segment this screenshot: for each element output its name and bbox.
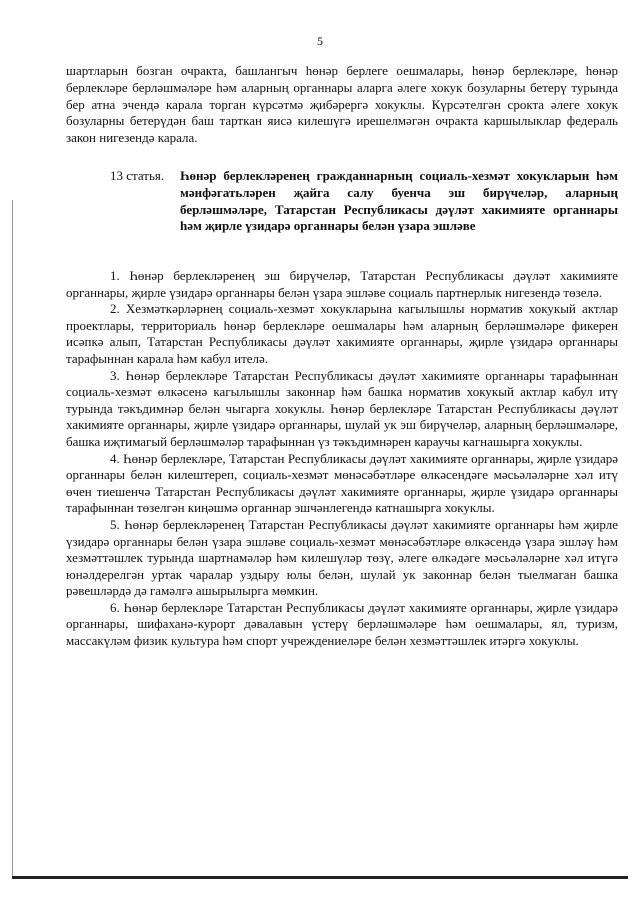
article-item: 4. Һөнәр берлекләре, Татарстан Республикасы дәүләт хакимияте органнары, җирле үзидарә органнары белән килештереп, социаль-хезмәт мөнәсәбәтләре өлкәсендәге мәсьәләләрне хәл итү өчен тиешенчә Татарстан Республикасы дәүләт хакимияте органнары, җирле үзидарә органнары тарафыннан төзелгән киңәшмә органнар эшчәнлегендә катнашырга хокуклы. [66, 450, 618, 516]
article-item: 6. Һөнәр берлекләре Татарстан Республикасы дәүләт хакимияте органнары, җирле үзидарә органнары, шифаханә-курорт дәвалавын үстерү берләшмәләре һәм оешмалары, ял, туризм, массакүләм физик культура һәм спорт учреждениеләре белән хезмәттәшлек итәргә хокуклы. [66, 599, 618, 649]
article-item: 2. Хезмәткәрләрнең социаль-хезмәт хокукларына кагылышлы норматив хокукый актлар проектлары, территориаль һөнәр берлекләре оешмалары һәм аларның берләшмәләре фикерен исәпкә алып, Татарстан Республикасы дәүләт хакимияте органнары, җирле үзидарә органнары тарафыннан карала һәм кабул ителә. [66, 301, 618, 366]
article-heading [110, 168, 618, 235]
scan-left-edge [12, 200, 13, 876]
scan-bottom-edge [12, 876, 628, 879]
article-item: 1. Һөнәр берлекләренең эш бирүчеләр, Татарстан Республикасы дәүләт хакимияте органнары, җирле үзидарә органнары белән үзара эшләве социаль партнерлык нигезендә төзелә. [66, 268, 618, 300]
article-label: 13 статья. [110, 168, 165, 183]
page-number: 5 [317, 34, 323, 48]
article-title: Һөнәр берлекләренең гражданнарның социаль-хезмәт хокукларын һәм мәнфәгатьләрен җайга салу буенча эш бирүчеләр, аларның берләшмәләре, Татарстан Республикасы дәүләт хакимияте органнары һәм җирле үзидарә органнары белән үзара эшләве [180, 168, 618, 234]
intro-paragraph: шартларын бозган очракта, башлангыч һөнәр берлеге оешмалары, һөнәр берлекләре, һөнәр берлекләре берләшмәләре һәм аларның органнары аларга әлеге хокук бозуларны бетерү турында бер атна эчендә карала торган күрсәтмә җибәрергә хокуклы. Күрсәтелгән срокта әлеге хокук бозуларны бетерүдән баш тарткан яисә килешүгә ирешелмәгән очракта каршылыклар федераль закон нигезендә карала. [66, 63, 618, 146]
article-items [66, 268, 618, 650]
article-item: 3. Һөнәр берлекләре Татарстан Республикасы дәүләт хакимияте органнары тарафыннан социаль-хезмәт өлкәсенә кагылышлы законнар һәм башка норматив хокукый актлар кабул итү турында тәкъдимнәр белән чыгарга хокуклы. Һөнәр берлекләре Татарстан Республикасы дәүләт хакимияте органнары, җирле үзидарә органнары, шулай ук эш бирүчеләр, аларның берләшмәләре, башка иҗтимагый берләшмәләр тарафыннан үз тәкъдимнәрен караучы кагнашырга хокуклы. [66, 367, 618, 449]
article-item: 5. Һөнәр берлекләренең Татарстан Республикасы дәүләт хакимияте органнары һәм җирле үзидарә органнары белән үзара эшләве социаль-хезмәт мөнәсәбәтләре өлкәсендә үзара эшләү һәм хезмәттәшлек турында шартнамәләр һәм килешүләр төзү, әлеге өлкәдәге мәсьәләләрне хәл итүгә юнәлдерелгән уртак чаралар уздыру юлы белән, шулай ук законнар белән тыелмаган башка рәвешләрдә дә гамәлгә ашырылырга мөмкин. [66, 516, 618, 599]
